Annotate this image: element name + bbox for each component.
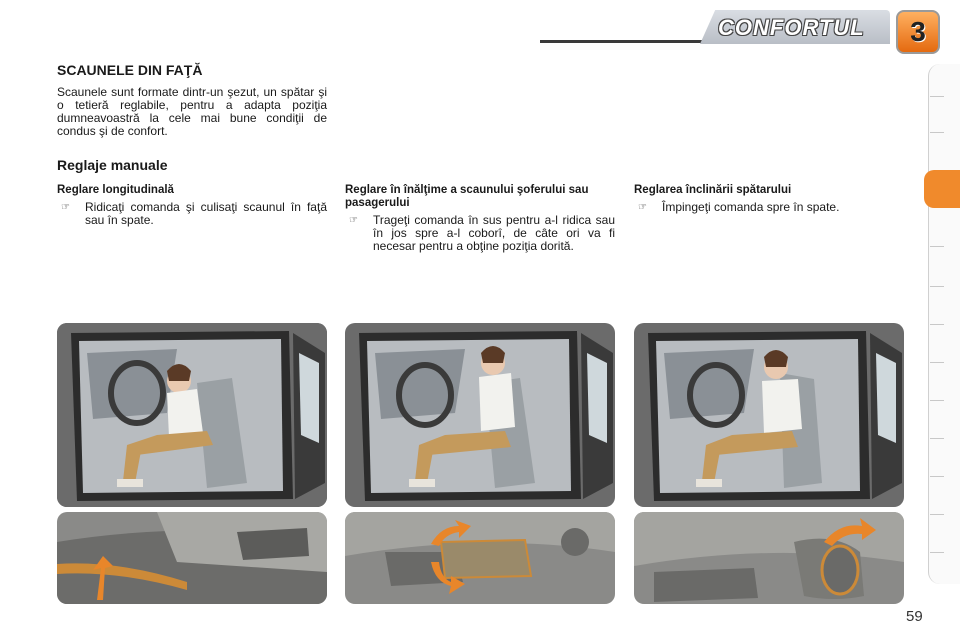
chapter-number-badge bbox=[896, 10, 940, 54]
seat-height-illustration bbox=[345, 323, 615, 507]
index-divider bbox=[930, 96, 944, 97]
index-divider bbox=[930, 324, 944, 325]
column-title: Reglare în înălţime a scaunului şoferului sau pasagerului bbox=[345, 184, 589, 209]
seat-backrest-illustration bbox=[634, 323, 904, 507]
backrest-control-detail bbox=[634, 512, 904, 604]
column-height bbox=[345, 184, 615, 253]
section-title: SCAUNELE DIN FAŢĂ bbox=[57, 62, 203, 78]
pointing-hand-icon: ☞ bbox=[638, 202, 647, 213]
index-divider bbox=[930, 438, 944, 439]
column-longitudinal bbox=[57, 184, 327, 227]
column-text: Ridicaţi comanda şi culisaţi scaunul în faţă sau în spate. bbox=[85, 200, 327, 227]
page-number: 59 bbox=[906, 608, 923, 625]
index-divider bbox=[930, 362, 944, 363]
column-text: Trageţi comanda în sus pentru a-l ridica sau în jos spre a-l coborî, de câte ori va fi necesar pentru a obţine poziţia dorită. bbox=[373, 213, 615, 253]
index-divider bbox=[930, 132, 944, 133]
seat-longitudinal-illustration bbox=[57, 323, 327, 507]
index-divider bbox=[930, 400, 944, 401]
column-title: Reglarea înclinării spătarului bbox=[634, 184, 792, 196]
pointing-hand-icon: ☞ bbox=[61, 202, 70, 213]
active-chapter-tab[interactable] bbox=[924, 170, 960, 208]
index-divider bbox=[930, 246, 944, 247]
index-divider bbox=[930, 514, 944, 515]
longitudinal-control-detail bbox=[57, 512, 327, 604]
chapter-number: 3 bbox=[910, 16, 926, 47]
pointing-hand-icon: ☞ bbox=[349, 215, 358, 226]
column-title: Reglare longitudinală bbox=[57, 184, 174, 196]
index-divider bbox=[930, 552, 944, 553]
section-intro: Scaunele sunt formate dintr-un şezut, un spătar şi o tetieră reglabile, pentru a adapta poziţia dumneavoastră la cele mai bune condiţii de condus şi de confort. bbox=[57, 85, 327, 138]
section-subtitle: Reglaje manuale bbox=[57, 157, 168, 173]
column-text: Împingeţi comanda spre în spate. bbox=[662, 200, 840, 214]
index-divider bbox=[930, 286, 944, 287]
chapter-title: CONFORTUL bbox=[718, 15, 865, 40]
column-backrest bbox=[634, 184, 904, 214]
index-divider bbox=[930, 476, 944, 477]
height-control-detail bbox=[345, 512, 615, 604]
